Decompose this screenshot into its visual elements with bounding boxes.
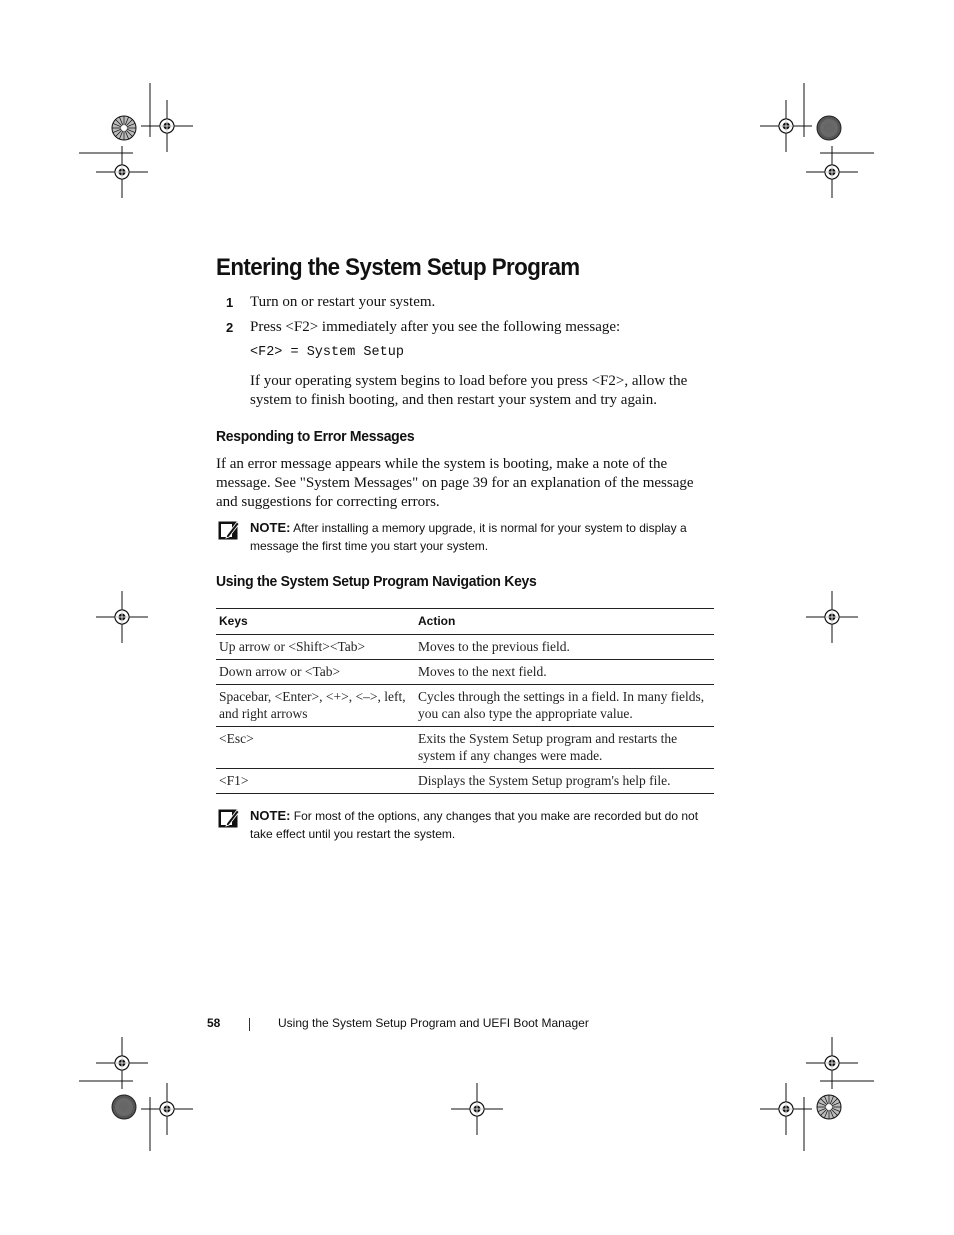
column-header-keys: Keys bbox=[216, 609, 415, 635]
key-cell: <F1> bbox=[216, 769, 415, 794]
note-text: After installing a memory upgrade, it is normal for your system to display a message the first time you start your system. bbox=[250, 521, 687, 553]
page-number: 58 bbox=[207, 1016, 221, 1030]
step-text: Press <F2> immediately after you see the following message: bbox=[250, 319, 621, 335]
footer-divider bbox=[249, 1018, 250, 1031]
table-row bbox=[216, 660, 714, 685]
action-cell: Moves to the next field. bbox=[415, 660, 714, 685]
action-cell: Displays the System Setup program's help file. bbox=[415, 769, 714, 794]
step-text: Turn on or restart your system. bbox=[250, 294, 436, 310]
key-cell: Down arrow or <Tab> bbox=[216, 660, 415, 685]
note-box bbox=[216, 519, 716, 555]
action-cell: Moves to the previous field. bbox=[415, 635, 714, 660]
step-number: 2 bbox=[226, 320, 234, 335]
key-cell: Spacebar, <Enter>, <+>, <–>, left, and right arrows bbox=[216, 685, 415, 727]
note-pencil-icon bbox=[218, 808, 240, 828]
section-heading-navigation-keys: Using the System Setup Program Navigation Keys bbox=[216, 573, 537, 590]
navigation-keys-table bbox=[216, 608, 714, 794]
action-cell: Cycles through the settings in a field. In many fields, you can also type the appropriate value. bbox=[415, 685, 714, 727]
note-label: NOTE: bbox=[250, 520, 291, 535]
note-label: NOTE: bbox=[250, 808, 291, 823]
error-messages-body: If an error message appears while the system is booting, make a note of the message. See "System Messages" on page 39 for an explanation of the message and suggestions for correcting errors. bbox=[216, 456, 694, 510]
footer-title: Using the System Setup Program and UEFI Boot Manager bbox=[278, 1016, 589, 1030]
table-row bbox=[216, 635, 714, 660]
note-box bbox=[216, 807, 716, 843]
key-cell: Up arrow or <Shift><Tab> bbox=[216, 635, 415, 660]
step-followup: If your operating system begins to load before you press <F2>, allow the system to finish booting, and then restart your system and try again. bbox=[250, 373, 688, 408]
step-number: 1 bbox=[226, 295, 234, 310]
table-header-row bbox=[216, 609, 714, 635]
section-heading-error-messages: Responding to Error Messages bbox=[216, 428, 415, 445]
column-header-action: Action bbox=[415, 609, 714, 635]
table-row bbox=[216, 769, 714, 794]
code-message: <F2> = System Setup bbox=[250, 345, 404, 360]
note-pencil-icon bbox=[218, 520, 240, 540]
action-cell: Exits the System Setup program and restarts the system if any changes were made. bbox=[415, 727, 714, 769]
note-text: For most of the options, any changes that you make are recorded but do not take effect until you restart the system. bbox=[250, 809, 699, 841]
key-cell: <Esc> bbox=[216, 727, 415, 769]
table-row bbox=[216, 685, 714, 727]
page-title: Entering the System Setup Program bbox=[216, 254, 580, 281]
table-row bbox=[216, 727, 714, 769]
